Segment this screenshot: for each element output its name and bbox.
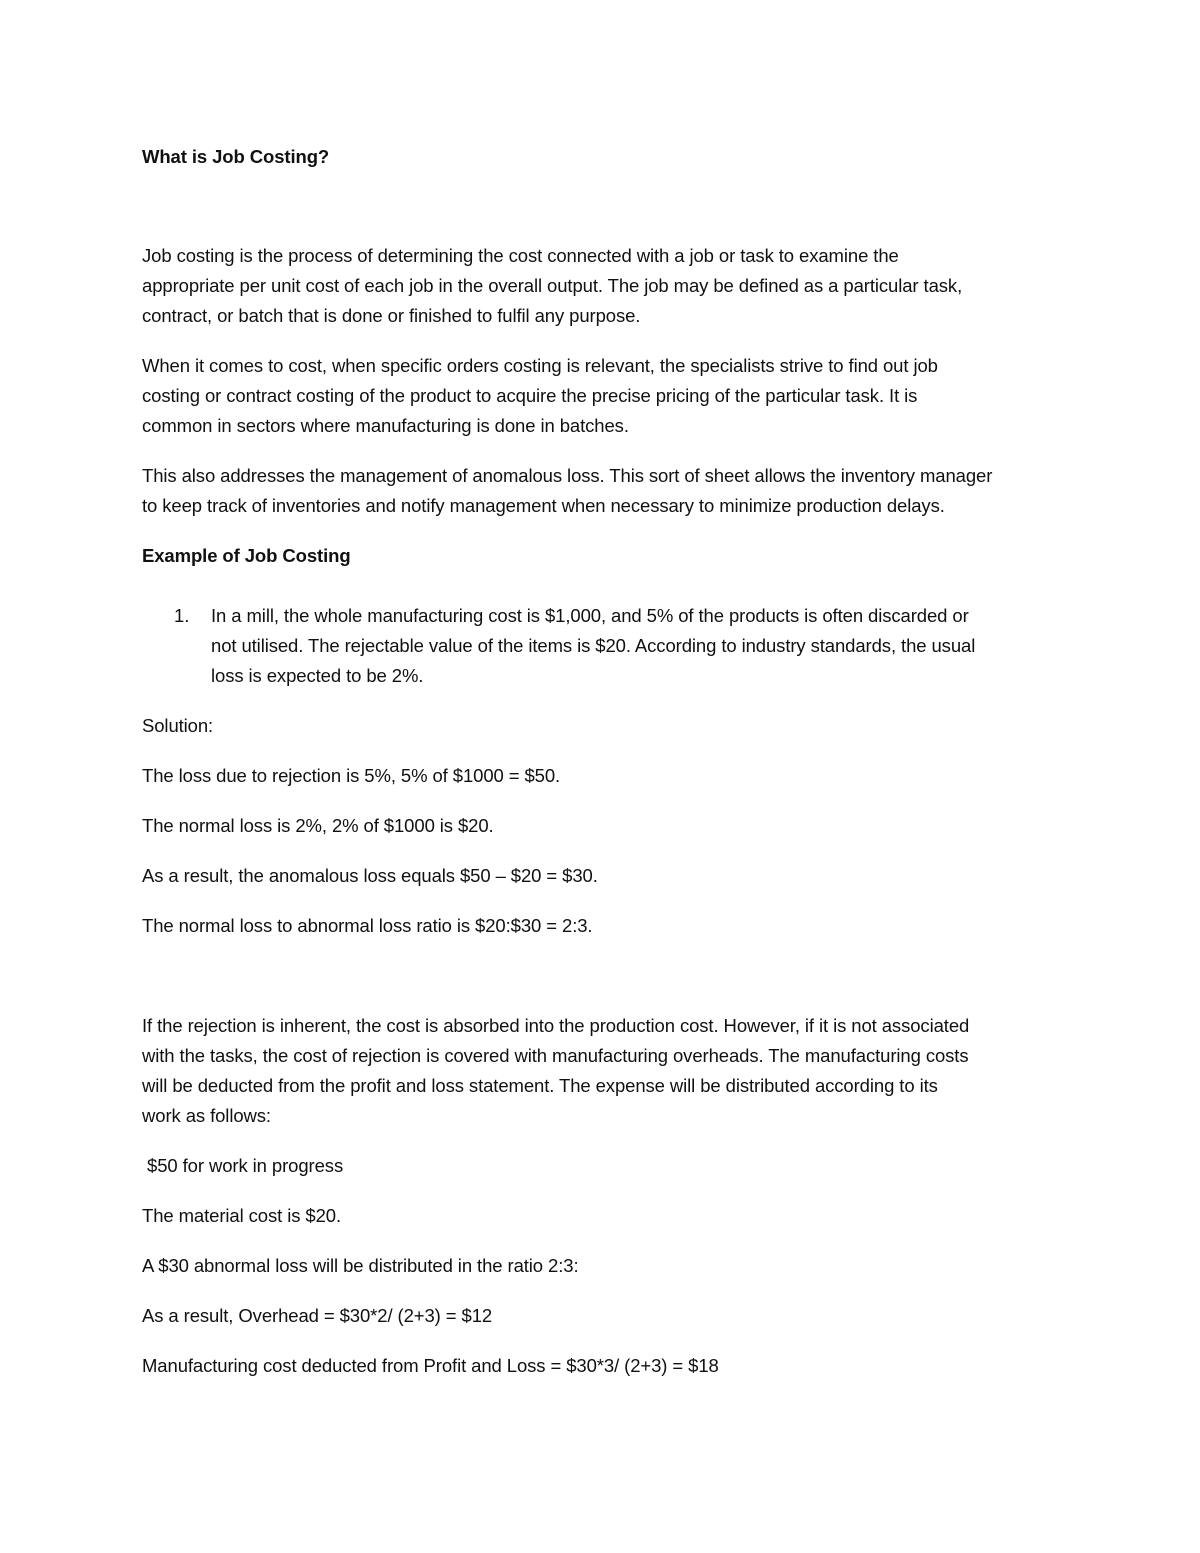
list-number: 1. <box>174 605 190 626</box>
example-heading: Example of Job Costing <box>142 545 351 566</box>
para3-line-1: This also addresses the management of anomalous loss. This sort of sheet allows the inventory manager <box>142 465 993 486</box>
para2-line-3: common in sectors where manufacturing is done in batches. <box>142 415 629 436</box>
para4-line-1: If the rejection is inherent, the cost is absorbed into the production cost. However, if it is not associated <box>142 1015 970 1036</box>
para4-line-2: with the tasks, the cost of rejection is covered with manufacturing overheads. The manufacturing costs <box>142 1045 969 1066</box>
example-line-3: loss is expected to be 2%. <box>211 665 424 686</box>
solution-line-4: The normal loss to abnormal loss ratio is $20:$30 = 2:3. <box>142 915 593 936</box>
example-line-1: In a mill, the whole manufacturing cost is $1,000, and 5% of the products is often discarded or <box>211 605 969 626</box>
para4-line-3: will be deducted from the profit and loss statement. The expense will be distributed according to its <box>142 1075 938 1096</box>
intro-line-1: Job costing is the process of determining the cost connected with a job or task to examine the <box>142 245 899 266</box>
solution-line-1: The loss due to rejection is 5%, 5% of $1000 = $50. <box>142 765 561 786</box>
solution-line-3: As a result, the anomalous loss equals $50 – $20 = $30. <box>142 865 598 886</box>
distribution-line-2: The material cost is $20. <box>142 1205 342 1226</box>
document-title: What is Job Costing? <box>142 146 330 167</box>
intro-line-3: contract, or batch that is done or finished to fulfil any purpose. <box>142 305 641 326</box>
example-line-2: not utilised. The rejectable value of the items is $20. According to industry standards, the usual <box>211 635 976 656</box>
intro-line-2: appropriate per unit cost of each job in the overall output. The job may be defined as a particular task, <box>142 275 963 296</box>
para3-line-2: to keep track of inventories and notify management when necessary to minimize production delays. <box>142 495 945 516</box>
para2-line-2: costing or contract costing of the product to acquire the precise pricing of the particular task. It is <box>142 385 918 406</box>
distribution-line-5: Manufacturing cost deducted from Profit and Loss = $30*3/ (2+3) = $18 <box>142 1355 719 1376</box>
distribution-line-1: $50 for work in progress <box>142 1155 344 1176</box>
solution-line-2: The normal loss is 2%, 2% of $1000 is $20. <box>142 815 494 836</box>
distribution-line-4: As a result, Overhead = $30*2/ (2+3) = $12 <box>142 1305 493 1326</box>
distribution-line-3: A $30 abnormal loss will be distributed in the ratio 2:3: <box>142 1255 579 1276</box>
para2-line-1: When it comes to cost, when specific orders costing is relevant, the specialists strive to find out job <box>142 355 938 376</box>
solution-label: Solution: <box>142 715 214 736</box>
para4-line-4: work as follows: <box>142 1105 271 1126</box>
